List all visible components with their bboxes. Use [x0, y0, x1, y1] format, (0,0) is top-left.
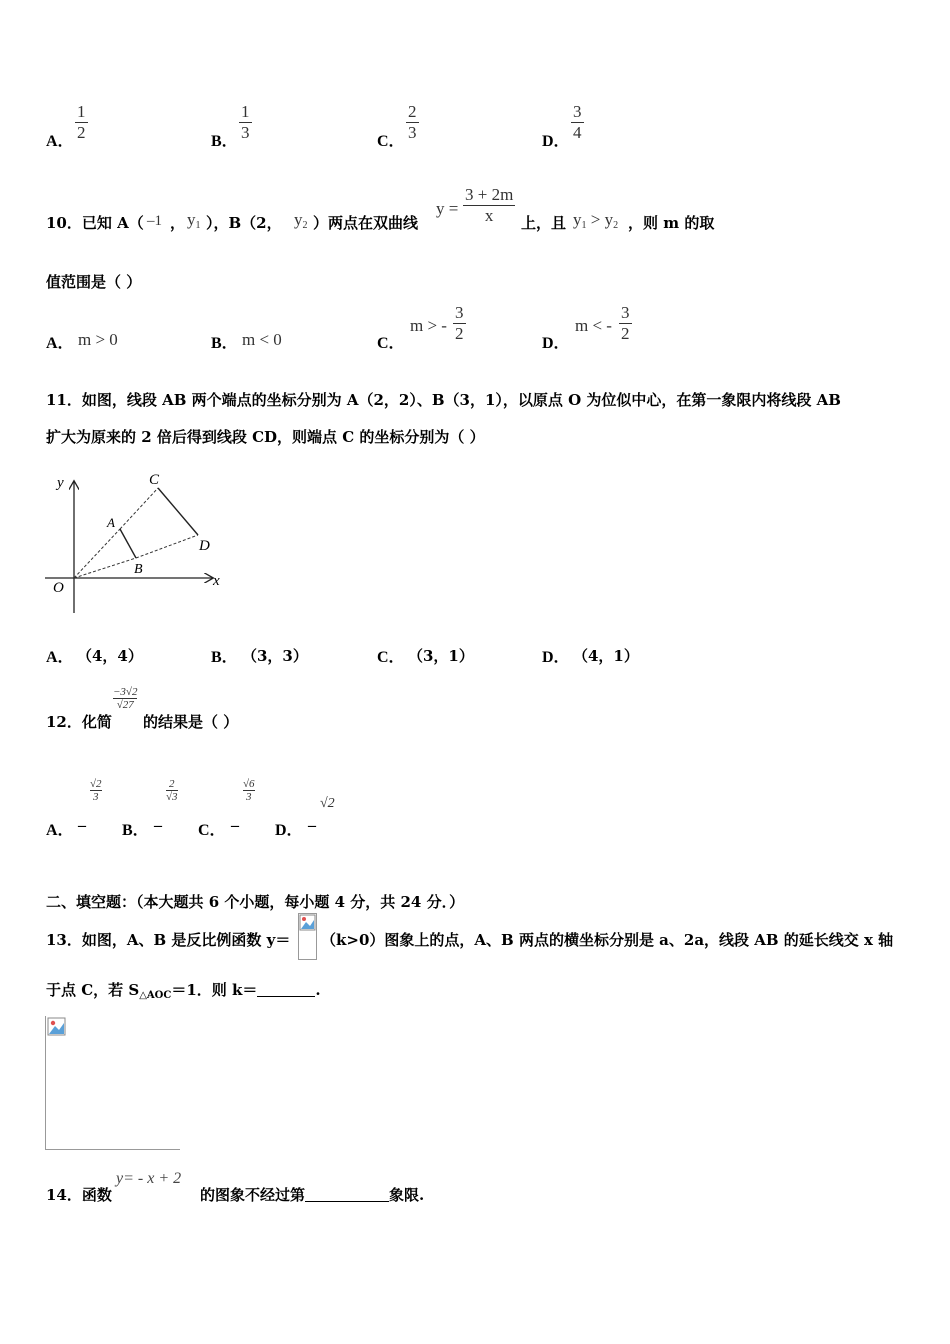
q11-option-c-value: （3，1）	[408, 647, 474, 665]
q14-text-pre: 14．函数	[46, 1186, 112, 1204]
q11-option-a-value: （4，4）	[77, 647, 143, 665]
q10-option-d-expr: m < -	[575, 316, 612, 335]
q9-option-d-fraction: 3 4	[573, 102, 582, 142]
q12-text-post: 的结果是（ ）	[143, 713, 239, 731]
q10-curve-fraction: 3 + 2m x	[465, 185, 514, 225]
q11-label-y: y	[57, 475, 64, 491]
q11-text-line1: 11．如图，线段 AB 两个端点的坐标分别为 A（2，2）、B（3，1），以原点 O 为位似中心，在第一象限内将线段 AB	[46, 391, 841, 409]
q10-option-b-label: B．	[211, 335, 238, 352]
q10-option-d-label: D．	[542, 335, 570, 352]
q12-option-d-label: D．	[275, 822, 303, 839]
q12-option-b-label: B．	[122, 822, 149, 839]
q11-label-o: O	[53, 580, 64, 596]
q10-option-c-label: C．	[377, 335, 405, 352]
q10-option-c-expr: m > -	[410, 316, 447, 335]
q12-option-b-fraction: 2 √3	[166, 778, 178, 803]
q9-option-b-label: B．	[211, 133, 238, 150]
q13-text-line2: 于点 C，若 $S_{\triangle AOC}=1$．则 k＝ .	[46, 981, 321, 1001]
q10-text-1: 10．已知 A（	[46, 214, 144, 232]
q11-segment-cd	[158, 488, 198, 535]
q11-label-c: C	[149, 472, 160, 488]
q10-y2: $y_2$	[294, 210, 308, 231]
q13-formula-image-placeholder	[298, 913, 317, 960]
q10-condition: $y_1 > y_2$	[573, 210, 619, 231]
q11-option-d-label: D．	[542, 649, 570, 666]
q12-option-c-fraction: √6 3	[243, 778, 255, 803]
q12-option-d-expr: √2	[320, 796, 335, 811]
q12-option-d-sign: –	[308, 817, 316, 834]
q14-text-post: 的图象不经过第 象限.	[200, 1186, 425, 1204]
q11-option-b-value: （3，3）	[242, 647, 308, 665]
q9-option-c-label: C．	[377, 133, 405, 150]
q10-text-line2: 值范围是（ ）	[46, 273, 142, 291]
q10-text-3: ），B（2，	[206, 214, 282, 232]
q11-ac-line	[120, 488, 158, 529]
q12-option-c-sign: –	[231, 817, 239, 834]
q10-text-6: ，则 m 的取	[628, 214, 715, 232]
q12-option-a-sign: –	[78, 817, 86, 834]
q10-option-a-expr: m > 0	[78, 330, 118, 349]
q11-option-d-value: （4，1）	[573, 647, 639, 665]
section2-title: 二、填空题：（本大题共 6 个小题，每小题 4 分，共 24 分．）	[46, 893, 465, 911]
q10-y1: $y_1$	[187, 210, 201, 231]
q11-segment-ab	[120, 529, 136, 558]
q13-text-pre: 13．如图，A、B 是反比例函数 y＝	[46, 931, 291, 949]
q11-option-b-label: B．	[211, 649, 238, 666]
q9-option-d-label: D．	[542, 133, 570, 150]
q10-curve-lhs: y =	[436, 199, 459, 218]
q10-text-5: 上，且	[521, 214, 567, 232]
q11-figure	[40, 468, 230, 618]
q14-answer-blank[interactable]	[305, 1187, 389, 1202]
broken-image-icon	[47, 1017, 66, 1036]
q11-option-a-label: A．	[46, 649, 74, 666]
q12-option-a-fraction: √2 3	[90, 778, 102, 803]
q10-option-b-expr: m < 0	[242, 330, 282, 349]
q12-expression: −3√2 √27	[113, 686, 138, 711]
q12-option-a-label: A．	[46, 822, 74, 839]
q11-ob-line	[74, 558, 136, 578]
q12-option-c-label: C．	[198, 822, 226, 839]
q10-text-4: ）两点在双曲线	[313, 214, 419, 232]
broken-image-icon	[299, 914, 316, 931]
q9-option-a-label: A．	[46, 133, 74, 150]
q13-text-post: （k>0）图象上的点，A、B 两点的横坐标分别是 a、2a，线段 AB 的延长线交 x 轴	[321, 931, 894, 949]
q11-label-x: x	[213, 573, 220, 589]
q11-label-a: A	[107, 515, 115, 530]
q10-text-2: ，	[170, 214, 186, 232]
q11-label-d: D	[199, 538, 210, 554]
q9-option-b-fraction: 1 3	[241, 102, 250, 142]
q9-option-c-fraction: 2 3	[408, 102, 417, 142]
q12-text-pre: 12．化简	[46, 713, 112, 731]
q11-label-b: B	[134, 562, 143, 577]
q11-option-c-label: C．	[377, 649, 405, 666]
q10-a-x: –1	[147, 213, 162, 229]
q11-oa-line	[74, 529, 120, 578]
q12-option-b-sign: –	[154, 817, 162, 834]
q13-figure-placeholder	[45, 1016, 180, 1150]
q11-bd-line	[136, 535, 198, 558]
q9-option-a-fraction: 1 2	[77, 102, 86, 142]
q13-answer-blank[interactable]	[257, 982, 315, 997]
q14-expression: y= - x + 2	[116, 1170, 182, 1187]
q10-option-a-label: A．	[46, 335, 74, 352]
q11-text-line2: 扩大为原来的 2 倍后得到线段 CD，则端点 C 的坐标分别为（ ）	[46, 428, 485, 446]
q10-option-d-fraction: 3 2	[621, 303, 630, 343]
q10-option-c-fraction: 3 2	[455, 303, 464, 343]
